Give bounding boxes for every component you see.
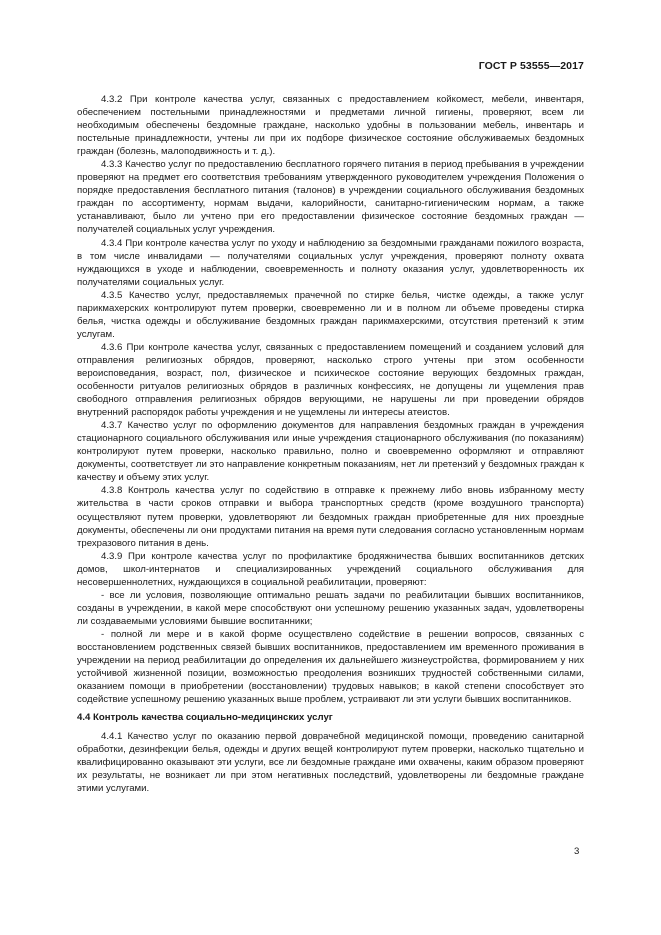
paragraph-4-3-3: 4.3.3 Качество услуг по предоставлению бесплатного горячего питания в период пребывания в учреждении проверяют на предмет его соответствия требованиям утвержденного руководителем учреждения Положения о порядке предоставления бесплатного питания (талонов) в учреждении социального обслуживания бездомных граждан по ассортименту, нормам выдачи, калорийности, санитарно-гигиеническим нормам, а также устанавливают, было ли учтено при его предоставлении физическое состояние бездомных граждан — получателей социальных услуг учреждения. bbox=[77, 159, 584, 236]
page-number: 3 bbox=[574, 846, 580, 857]
paragraph-4-3-6: 4.3.6 При контроле качества услуг, связанных с предоставлением помещений и созданием условий для отправления религиозных обрядов, проверяют, насколько строго учтены при этом особенности вероисповедания, возраст, пол, физическое и психическое состояние верующих бездомных граждан, особенности ритуалов религиозных обрядов в различных конфессиях, не допущены ли ущемления прав свободного отправления религиозных обрядов верующими, не нарушены ли при проведении обрядов внутренний распорядок работы учреждения и не ущемлены ли интересы атеистов. bbox=[77, 341, 584, 419]
paragraph-4-3-4: 4.3.4 При контроле качества услуг по уходу и наблюдению за бездомными гражданами пожилого возраста, в том числе инвалидами — получателями социальных услуг учреждения, проверяют полноту охвата нуждающихся в уходе и наблюдении, своевременность и полноту оказания услуг, удовлетворенность их получателями социальных услуг. bbox=[77, 237, 584, 288]
list-item-conditions: - все ли условия, позволяющие оптимально решать задачи по реабилитации бывших воспитанников, созданы в учреждении, в какой мере способствуют они успешному решению указанных задач, удовлетворены ли создаваемыми условиями бывшие воспитанники; bbox=[77, 589, 584, 627]
section-heading-4-4: 4.4 Контроль качества социально-медицинских услуг bbox=[77, 712, 333, 724]
paragraph-4-3-7: 4.3.7 Качество услуг по оформлению документов для направления бездомных граждан в учреждения стационарного социального обслуживания или иные учреждения стационарного обслуживания (по показаниям) контролируют путем проверки, насколько правильно, полно и своевременно оформляют и отправляют документы, соответствует ли это направление конкретным показаниям, нет ли претензий у бездомных граждан к качеству и объему этих услуг. bbox=[77, 420, 584, 484]
paragraph-4-3-5: 4.3.5 Качество услуг, предоставляемых прачечной по стирке белья, чистке одежды, а также услуг парикмахерских контролируют путем проверки, своевременно ли и в полном ли объеме проведены стирка белья, чистка одежды и обслуживание бездомных граждан парикмахерскими, отсутствия претензий к этим услугам. bbox=[77, 289, 584, 340]
paragraph-4-3-9: 4.3.9 При контроле качества услуг по профилактике бродяжничества бывших воспитанников детских домов, школ-интернатов и специализированных учреждений социального обслуживания для несовершеннолетних, нуждающихся в социальной реабилитации, проверяют: bbox=[77, 550, 584, 588]
paragraph-4-3-2: 4.3.2 При контроле качества услуг, связанных с предоставлением койкомест, мебели, инвентаря, обеспечением постельными принадлежностями и предметами личной гигиены, проверяют, всем ли необходимым обеспечены бездомные граждане, насколько удобны в пользовании мебель, инвентарь и постельные принадлежности, учтены ли при их подборе физическое состояние обслуживаемых бездомных граждан (болезнь, малоподвижность и т. д.). bbox=[77, 94, 584, 158]
list-item-assistance: - полной ли мере и в какой форме осуществлено содействие в решении вопросов, связанных с восстановлением родственных связей бывших воспитанников, предоставлением им временного проживания в учреждении на период реабилитации до определения их дальнейшего жизнеустройства, формированием у них устойчивой жизненной позиции, возможностью преодоления возникших трудностей собственными силами, оказанием помощи в приобретении (восстановлении) трудовых навыков; в какой степени способствует это содействие успешному решению указанных выше проблем, устраивают ли эти услуги бывших воспитанников. bbox=[77, 628, 584, 706]
document-body bbox=[77, 93, 584, 795]
paragraph-4-3-8: 4.3.8 Контроль качества услуг по содействию в отправке к прежнему либо вновь избранному месту жительства в части сроков отправки и выбора транспортных средств (кроме воздушного транспорта) осуществляют путем проверки, удовлетворяют ли бездомных граждан приобретенные для них проездные документы, обеспечены ли они продуктами питания на время пути следования согласно установленным нормам трехразового питания в день. bbox=[77, 485, 584, 549]
paragraph-4-4-1: 4.4.1 Качество услуг по оказанию первой доврачебной медицинской помощи, проведению санитарной обработки, дезинфекции белья, одежды и других вещей контролируют путем проверки, насколько тщательно и квалифицированно оказывают эти услуги, все ли бездомные граждане ими охвачены, каким образом проверяют их результаты, не возникает ли при этом негативных последствий, удовлетворены ли бездомные граждане этими услугами. bbox=[77, 731, 584, 795]
standard-number-header: ГОСТ Р 53555—2017 bbox=[478, 60, 584, 72]
